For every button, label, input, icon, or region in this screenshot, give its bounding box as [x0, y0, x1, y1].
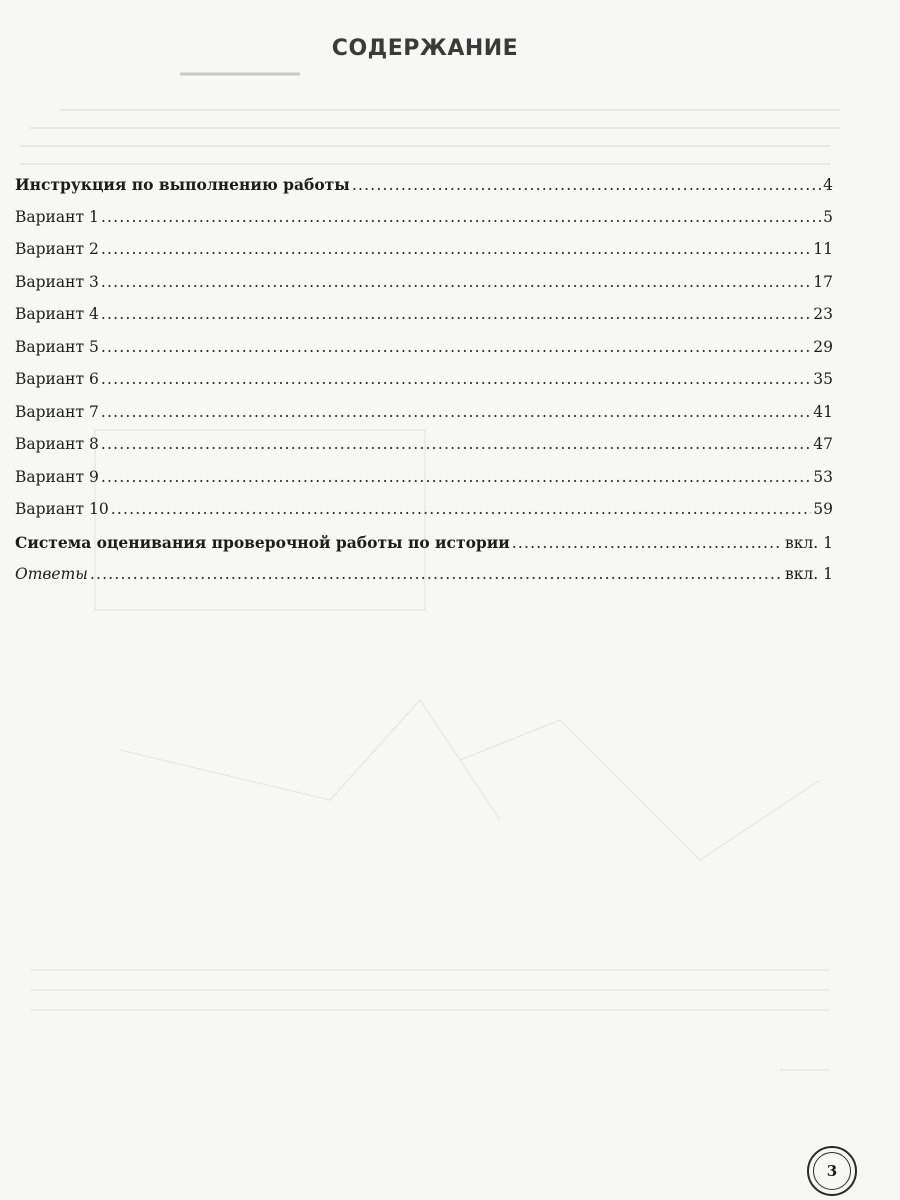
- toc-entry-label: Вариант 3: [15, 272, 99, 291]
- toc-leader-dots: [101, 240, 811, 258]
- toc-entry: [15, 338, 833, 371]
- toc-entry: [15, 305, 833, 338]
- toc-entry-label: Ответы: [15, 565, 88, 583]
- toc-entry-label: Вариант 9: [15, 467, 99, 486]
- toc-entry-page: 11: [813, 240, 833, 258]
- toc-entry-page: 23: [813, 305, 833, 323]
- toc-leader-dots: [101, 208, 821, 226]
- toc-entry-label: Вариант 5: [15, 337, 99, 356]
- toc-entry-page: вкл. 1: [785, 533, 833, 552]
- table-of-contents: [15, 175, 833, 598]
- toc-leader-dots: [512, 534, 783, 552]
- toc-leader-dots: [101, 338, 811, 356]
- toc-leader-dots: [352, 176, 821, 194]
- toc-entry-page: вкл. 1: [785, 565, 833, 583]
- toc-leader-dots: [101, 273, 811, 291]
- toc-leader-dots: [101, 435, 811, 453]
- toc-entry-page: 59: [813, 500, 833, 518]
- toc-entry-page: 41: [813, 402, 833, 421]
- toc-entry: [15, 273, 833, 306]
- toc-entry-label: Система оценивания проверочной работы по истории: [15, 532, 510, 552]
- toc-entry-label: Вариант 1: [15, 207, 99, 226]
- toc-entry-page: 5: [823, 207, 833, 226]
- toc-entry-label: Вариант 6: [15, 370, 99, 388]
- toc-entry-label: Вариант 2: [15, 240, 99, 258]
- toc-leader-dots: [101, 305, 811, 323]
- toc-entry: [15, 208, 833, 241]
- toc-entry-label: Вариант 8: [15, 435, 99, 453]
- toc-entry: [15, 240, 833, 273]
- toc-entry: [15, 435, 833, 468]
- toc-entry-page: 47: [813, 435, 833, 453]
- toc-entry-label: Инструкция по выполнению работы: [15, 175, 350, 194]
- toc-entry-label: Вариант 7: [15, 402, 99, 421]
- toc-entry-page: 29: [813, 337, 833, 356]
- toc-entry: [15, 468, 833, 501]
- toc-leader-dots: [101, 468, 811, 486]
- toc-entry: [15, 403, 833, 436]
- toc-leader-dots: [111, 500, 812, 518]
- toc-entry: [15, 500, 833, 533]
- toc-entry-label: Вариант 4: [15, 305, 99, 323]
- toc-leader-dots: [90, 565, 783, 583]
- toc-entry: [15, 533, 833, 566]
- toc-entry-page: 53: [813, 467, 833, 486]
- toc-entry: [15, 370, 833, 403]
- toc-leader-dots: [101, 403, 811, 421]
- toc-leader-dots: [101, 370, 811, 388]
- toc-entry-page: 35: [813, 370, 833, 388]
- toc-entry: [15, 175, 833, 208]
- toc-entry-page: 17: [813, 272, 833, 291]
- page-title: СОДЕРЖАНИЕ: [331, 36, 519, 61]
- toc-entry: [15, 565, 833, 598]
- page-number-badge: [807, 1146, 857, 1196]
- toc-entry-page: 4: [823, 176, 833, 194]
- page-number: 3: [826, 1162, 838, 1180]
- toc-entry-label: Вариант 10: [15, 500, 109, 518]
